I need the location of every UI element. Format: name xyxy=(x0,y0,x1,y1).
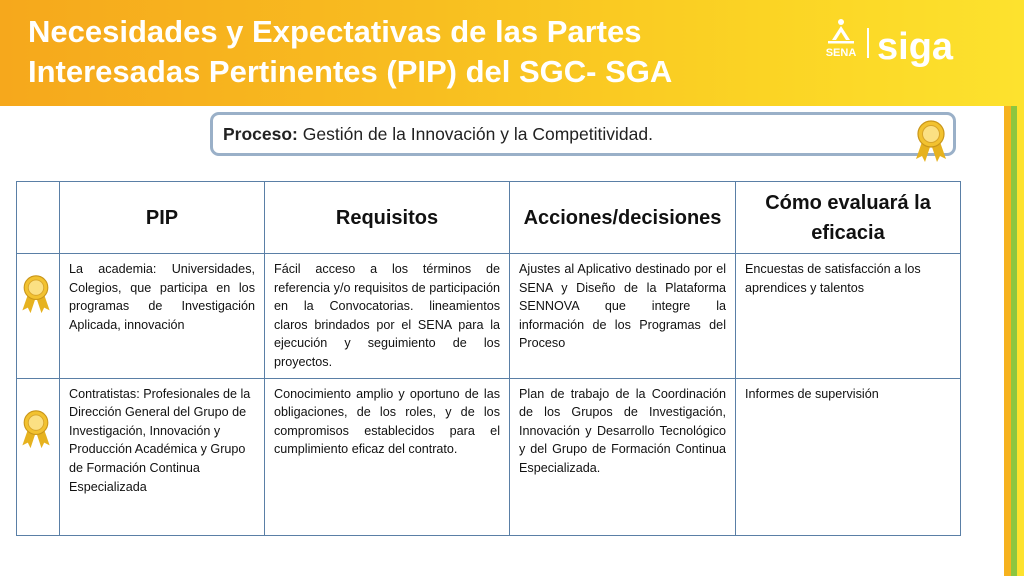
award-ribbon-icon xyxy=(20,409,52,449)
column-header-requisitos: Requisitos xyxy=(265,182,510,254)
acciones-cell: Ajustes al Aplicativo destinado por el SENA y Diseño de la Plataforma SENNOVA que integre la información de los Programas del Proceso xyxy=(510,254,736,379)
award-ribbon-icon xyxy=(20,274,52,314)
page-title: Necesidades y Expectativas de las Partes Interesadas Pertinentes (PIP) del SGC- SGA xyxy=(28,14,673,89)
header-band xyxy=(0,0,1024,106)
row-icon-cell xyxy=(17,378,60,535)
column-header-acciones: Acciones/decisiones xyxy=(510,182,736,254)
column-header-pip: PIP xyxy=(60,182,265,254)
column-header-eficacia: Cómo evaluará la eficacia xyxy=(736,182,961,254)
pip-cell: Contratistas: Profesionales de la Dirección General del Grupo de Investigación, Innovación y Producción Académica y Grupo de Formación Continua Especializada xyxy=(60,378,265,535)
process-value: Gestión de la Innovación y la Competitividad. xyxy=(302,124,653,144)
process-line xyxy=(223,124,653,145)
process-label: Proceso: xyxy=(223,124,298,144)
sena-siga-logo xyxy=(822,14,982,86)
eficacia-cell: Encuestas de satisfacción a los aprendices y talentos xyxy=(736,254,961,379)
svg-text:siga: siga xyxy=(877,26,954,68)
table-header-row xyxy=(17,182,961,254)
row-icon-cell xyxy=(17,254,60,379)
table-row xyxy=(17,378,961,535)
pip-cell: La academia: Universidades, Colegios, que participa en los programas de Investigación Aplicada, innovación xyxy=(60,254,265,379)
eficacia-cell: Informes de supervisión xyxy=(736,378,961,535)
award-ribbon-icon xyxy=(914,119,948,163)
pip-table xyxy=(16,181,961,536)
requisitos-cell: Fácil acceso a los términos de referencia y/o requisitos de participación en la Convocatorias. lineamientos claros brindados por el SENA para la ejecución y seguimiento de los proyectos. xyxy=(265,254,510,379)
table-row xyxy=(17,254,961,379)
requisitos-cell: Conocimiento amplio y oportuno de las obligaciones, de los roles, y de los compromisos establecidos para el cumplimiento eficaz del contrato. xyxy=(265,378,510,535)
svg-text:SENA: SENA xyxy=(825,47,857,59)
header-blank-cell xyxy=(17,182,60,254)
acciones-cell: Plan de trabajo de la Coordinación de los Grupos de Investigación, Innovación y Desarrollo Tecnológico y del Grupo de Formación Continua Especializada. xyxy=(510,378,736,535)
process-box xyxy=(210,112,956,156)
